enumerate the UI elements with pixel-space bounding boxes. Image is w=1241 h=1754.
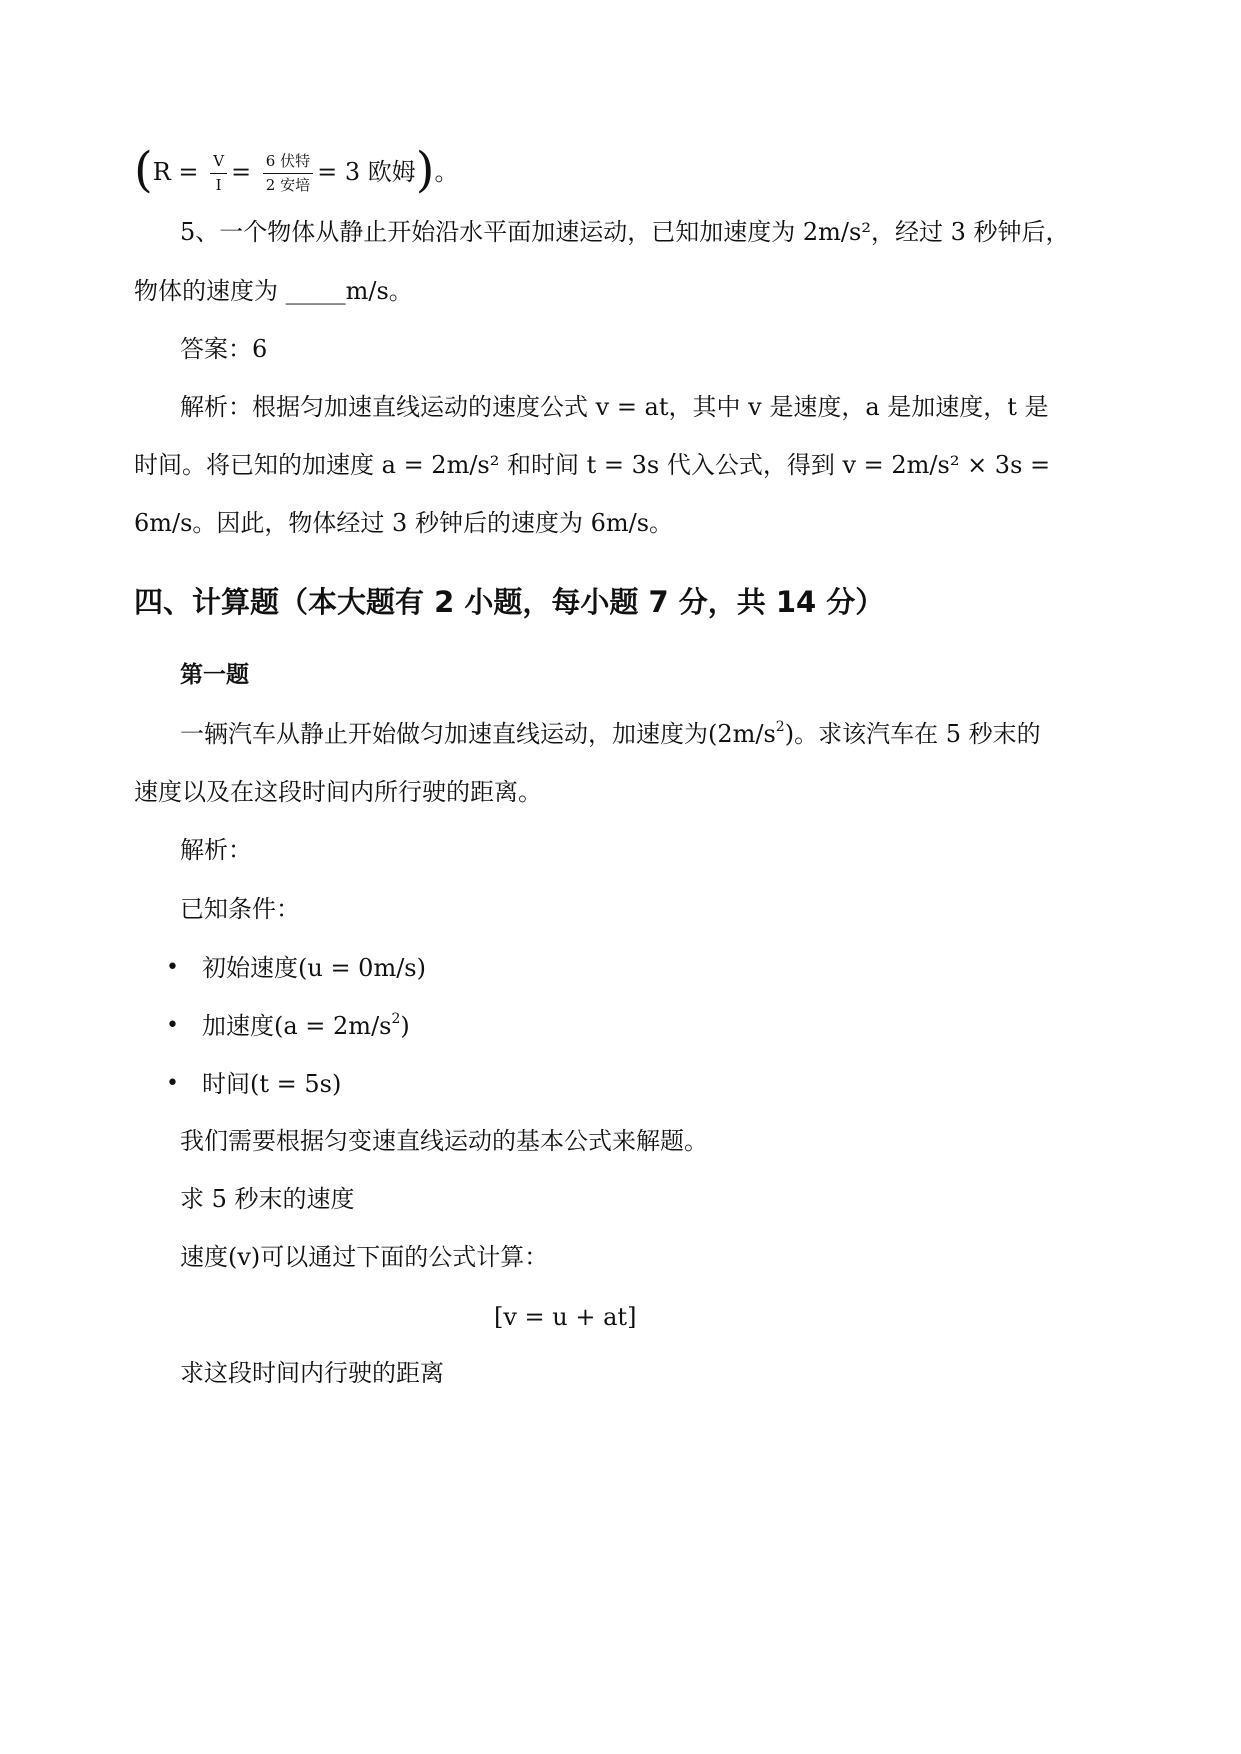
bullet-acceleration-close: ) [400, 1012, 410, 1040]
fraction-numerator: 6 伏特 [263, 153, 313, 173]
q5-analysis-line1: 解析：根据匀加速直线运动的速度公式 v = at，其中 v 是速度，a 是加速度，t 是 [180, 393, 1049, 421]
q5-line2: 物体的速度为 _____m/s。 [134, 277, 413, 305]
bullet-time: 时间(t = 5s) [202, 1070, 342, 1098]
q5-analysis-line2: 时间。将已知的加速度 a = 2m/s² 和时间 t = 3s 代入公式，得到 v = 2m/s² × 3s = [134, 451, 1051, 479]
analysis-label: 解析： [180, 836, 252, 864]
formula-open-paren: ( [134, 142, 153, 198]
q1-text-post: 。求该汽车在 5 秒末的 [794, 720, 1041, 748]
q1-math: (2m/s [708, 720, 776, 748]
fraction-denominator: I [215, 175, 222, 194]
bullet-initial-velocity: 初始速度(u = 0m/s) [202, 954, 426, 982]
bullet-acceleration-text: 加速度(a = 2m/s [202, 1012, 392, 1040]
bullet-dot-icon: • [166, 955, 179, 980]
formula-lhs: R = [152, 158, 199, 186]
fraction-volts-over-amps [263, 153, 313, 194]
formula-end-mark: 。 [434, 158, 459, 186]
bullet-acceleration-exponent: 2 [391, 1011, 401, 1027]
q1-line2: 速度以及在这段时间内所行驶的距离。 [134, 778, 542, 806]
formula-close-paren: ) [415, 142, 435, 198]
bullet-acceleration [202, 1011, 410, 1040]
velocity-formula: [v = u + at] [494, 1303, 637, 1331]
need-formula-text: 我们需要根据匀变速直线运动的基本公式来解题。 [180, 1127, 708, 1155]
fraction-v-over-i [210, 153, 227, 194]
formula-rhs: = 3 欧姆 [317, 158, 416, 186]
q1-line1 [180, 719, 1041, 748]
resistance-formula [134, 140, 459, 198]
q5-analysis-line3: 6m/s。因此，物体经过 3 秒钟后的速度为 6m/s。 [134, 509, 674, 537]
formula-equals: = [231, 158, 252, 186]
find-velocity-heading: 求 5 秒末的速度 [180, 1185, 355, 1213]
q5-line1: 5、一个物体从静止开始沿水平面加速运动，已知加速度为 2m/s²，经过 3 秒钟后， [180, 218, 1070, 246]
fraction-numerator: V [210, 153, 227, 173]
q1-text-pre: 一辆汽车从静止开始做匀加速直线运动，加速度为 [180, 720, 708, 748]
bullet-dot-icon: • [166, 1071, 179, 1096]
section-heading: 四、计算题（本大题有 2 小题，每小题 7 分，共 14 分） [134, 585, 885, 619]
question-title: 第一题 [180, 662, 249, 688]
find-distance-heading: 求这段时间内行驶的距离 [180, 1359, 444, 1387]
bullet-dot-icon: • [166, 1013, 179, 1038]
velocity-calc-text: 速度(v)可以通过下面的公式计算： [180, 1243, 549, 1271]
known-conditions-label: 已知条件： [180, 895, 300, 923]
fraction-denominator: 2 安培 [265, 175, 311, 194]
q5-answer: 答案：6 [180, 335, 268, 363]
q1-math-exponent: 2 [775, 719, 785, 735]
q1-math-close: ) [784, 720, 795, 748]
